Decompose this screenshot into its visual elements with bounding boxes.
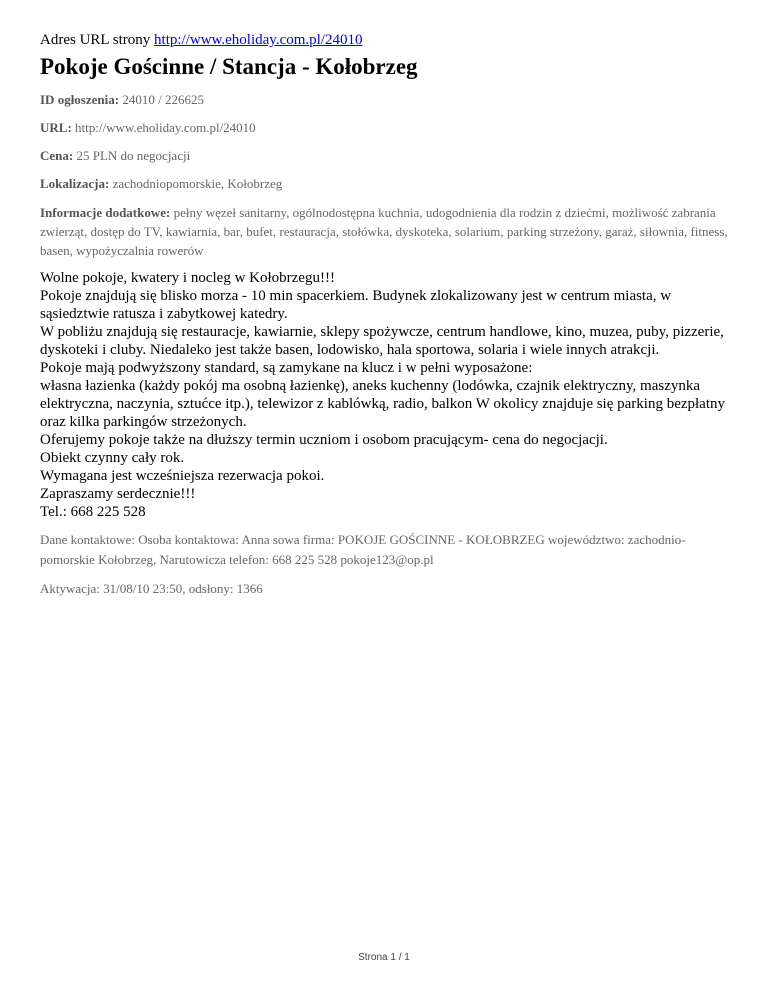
document-page [40,30,730,598]
listing-location [40,175,730,193]
description-line: Wolne pokoje, kwatery i nocleg w Kołobrzegu!!! [40,270,335,286]
listing-id [40,91,730,109]
listing-description [40,269,730,521]
listing-url-value: http://www.eholiday.com.pl/24010 [75,120,256,135]
description-line: Pokoje mają podwyższony standard, są zamykane na klucz i w pełni wyposażone: [40,360,533,376]
description-line: Wymagana jest wcześniejsza rezerwacja pokoi. [40,468,325,484]
description-line: własna łazienka (każdy pokój ma osobną łazienkę), aneks kuchenny (lodówka, czajnik elektryczny, maszynka elektryczna, naczynia, sztućce itp.), telewizor z kablówką, radio, balkon W okolicy znajduje się parking bezpłatny oraz kilka parkingów strzeżonych. [40,378,726,430]
description-line: Zapraszamy serdecznie!!! [40,486,196,502]
page-url-line [40,30,730,50]
additional-info-label: Informacje dodatkowe: [40,205,171,220]
listing-price-label: Cena: [40,148,74,163]
description-line: W pobliżu znajdują się restauracje, kawiarnie, sklepy spożywcze, centrum handlowe, kino, muzea, puby, pizzerie, dyskoteki i cluby. Niedaleko jest także basen, lodowisko, hala sportowa, solaria i wiele innych atrakcji. [40,324,724,358]
description-line: Obiekt czynny cały rok. [40,450,185,466]
activation-info: Aktywacja: 31/08/10 23:50, odsłony: 1366 [40,581,263,596]
description-line: Tel.: 668 225 528 [40,504,146,520]
listing-price [40,147,730,165]
additional-info-value: pełny węzeł sanitarny, ogólnodostępna kuchnia, udogodnienia dla rodzin z dziećmi, możliwość zabrania zwierząt, dostęp do TV, kawiarnia, bar, bufet, restauracja, stołówka, dyskoteka, solarium, parking strzeżony, garaż, siłownia, fitness, basen, wypożyczalnia rowerów [40,205,728,258]
listing-id-label: ID ogłoszenia: [40,92,120,107]
description-line: Pokoje znajdują się blisko morza - 10 min spacerkiem. Budynek zlokalizowany jest w centrum miasta, w sąsiedztwie ratusza i zabytkowej katedry. [40,288,672,322]
listing-location-value: zachodniopomorskie, Kołobrzeg [112,176,283,191]
listing-price-value: 25 PLN do negocjacji [76,148,191,163]
listing-location-label: Lokalizacja: [40,176,110,191]
listing-additional-info [40,203,730,260]
listing-url [40,119,730,137]
description-line: Oferujemy pokoje także na dłuższy termin uczniom i osobom pracującym- cena do negocjacji. [40,432,608,448]
url-link[interactable]: http://www.eholiday.com.pl/24010 [154,32,363,48]
page-title: Pokoje Gościnne / Stancja - Kołobrzeg [40,54,418,79]
url-label: Adres URL strony [40,32,151,48]
listing-url-label: URL: [40,120,72,135]
contact-details: Dane kontaktowe: Osoba kontaktowa: Anna sowa firma: POKOJE GOŚCINNE - KOŁOBRZEG województwo: zachodnio-pomorskie Kołobrzeg, Narutowicza telefon: 668 225 528 pokoje123@op.pl [40,532,686,567]
page-footer: Strona 1 / 1 [358,952,410,963]
listing-id-value: 24010 / 226625 [122,92,204,107]
